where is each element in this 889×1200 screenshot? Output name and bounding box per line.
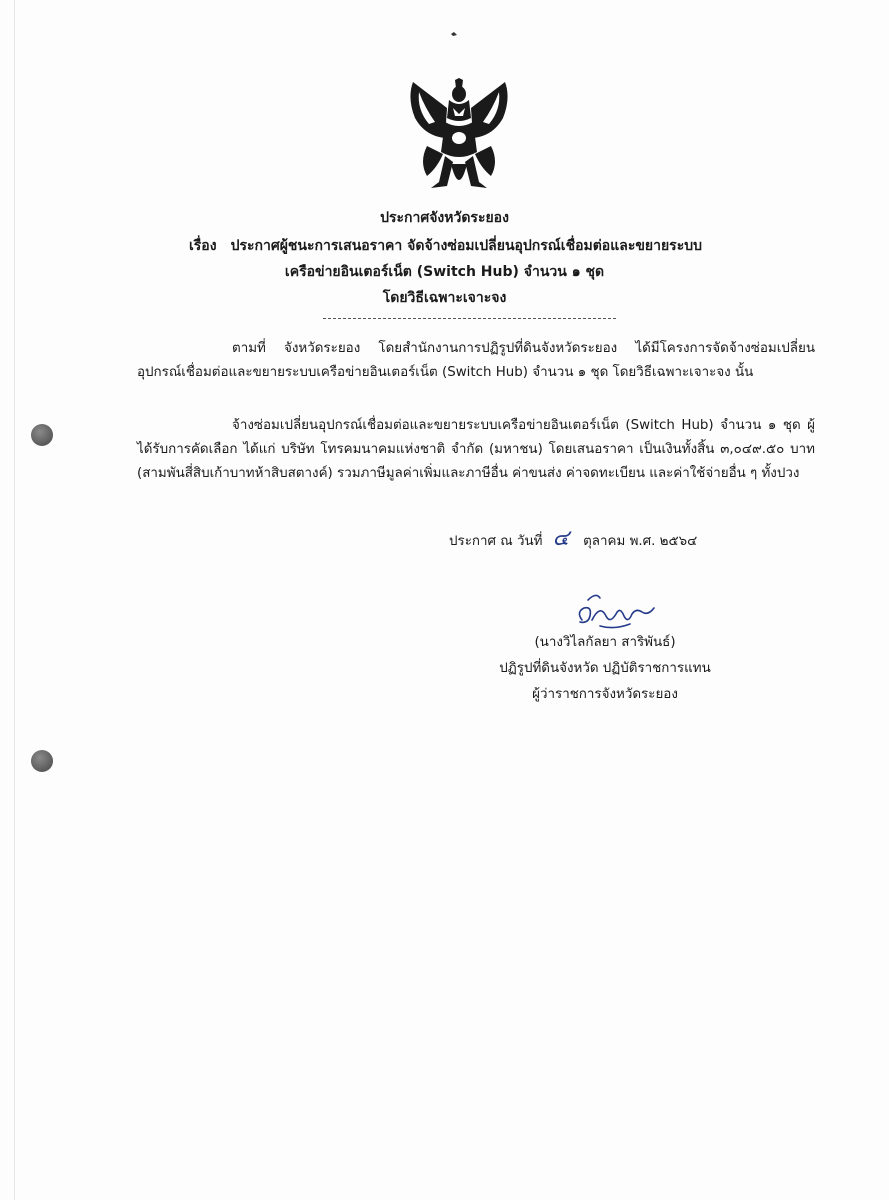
separator-rule bbox=[323, 318, 616, 319]
signatory-position: ปฏิรูปที่ดินจังหวัด ปฏิบัติราชการแทน bbox=[499, 661, 711, 676]
date-month-year: ตุลาคม พ.ศ. ๒๕๖๔ bbox=[583, 534, 698, 549]
punch-hole-top bbox=[31, 424, 53, 446]
handwritten-signature bbox=[570, 590, 660, 634]
garuda-emblem bbox=[405, 78, 513, 196]
subject-line-2: เครือข่ายอินเตอร์เน็ต (Switch Hub) จำนวน ๑ ชุด bbox=[284, 264, 605, 280]
announcement-date bbox=[449, 527, 697, 554]
paragraph-2 bbox=[137, 414, 815, 486]
scan-edge bbox=[14, 0, 15, 1200]
document-title: ประกาศจังหวัดระยอง bbox=[380, 210, 509, 226]
subject-label: เรื่อง bbox=[189, 238, 217, 254]
date-prefix: ประกาศ ณ วันที่ bbox=[449, 534, 543, 549]
paragraph-1-text: ตามที่ จังหวัดระยอง โดยสำนักงานการปฏิรูปที่ดินจังหวัดระยอง ได้มีโครงการจัดจ้างซ่อมเปลี่ยนอุปกรณ์เชื่อมต่อและขยายระบบเครือข่ายอินเตอร์เน็ต (Switch Hub) จำนวน ๑ ชุด โดยวิธีเฉพาะเจาะจง นั้น bbox=[137, 341, 815, 380]
punch-hole-bottom bbox=[31, 750, 53, 772]
subject-line-1 bbox=[189, 236, 702, 256]
signature-block bbox=[470, 630, 740, 708]
paragraph-2-text: จ้างซ่อมเปลี่ยนอุปกรณ์เชื่อมต่อและขยายระบบเครือข่ายอินเตอร์เน็ต (Switch Hub) จำนวน ๑ ชุด ผู้ได้รับการคัดเลือก ได้แก่ บริษัท โทรคมนาคมแห่งชาติ จำกัด (มหาชน) โดยเสนอราคา เป็นเงินทั้งสิ้น ๓,๐๔๙.๕๐ บาท (สามพันสี่สิบเก้าบาทห้าสิบสตางค์) รวมภาษีมูลค่าเพิ่มและภาษีอื่น ค่าขนส่ง ค่าจดทะเบียน และค่าใช้จ่ายอื่น ๆ ทั้งปวง bbox=[137, 418, 815, 481]
scan-speck bbox=[450, 30, 458, 38]
signatory-on-behalf: ผู้ว่าราชการจังหวัดระยอง bbox=[532, 687, 678, 702]
signatory-name: (นางวิไลกัลยา สาริพันธ์) bbox=[534, 635, 676, 650]
paragraph-1 bbox=[137, 337, 815, 385]
date-day-handwritten: ๔ bbox=[552, 526, 570, 551]
subject-text-1: ประกาศผู้ชนะการเสนอราคา จัดจ้างซ่อมเปลี่ยนอุปกรณ์เชื่อมต่อและขยายระบบ bbox=[230, 238, 702, 254]
subject-line-3: โดยวิธีเฉพาะเจาะจง bbox=[382, 290, 507, 306]
